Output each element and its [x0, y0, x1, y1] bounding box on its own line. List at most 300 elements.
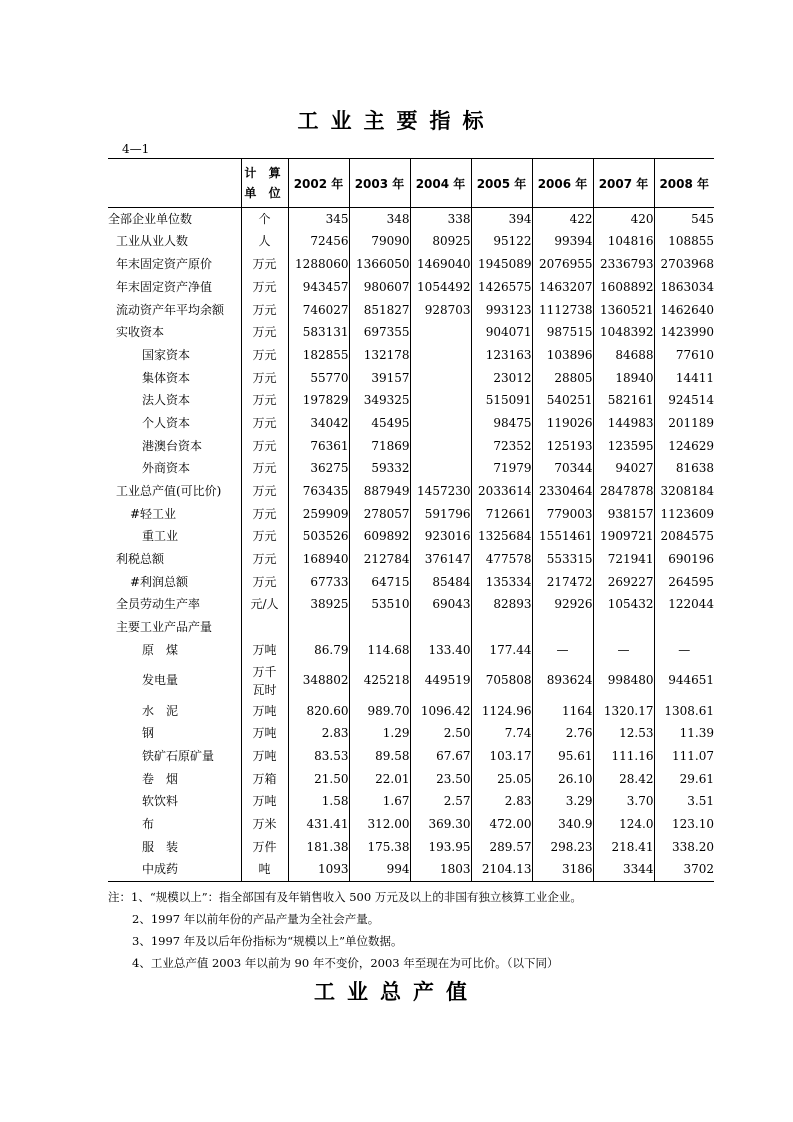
table-row [108, 616, 714, 639]
footnote: 3、1997 年及以后年份指标为“规模以上”单位数据。 [132, 934, 403, 948]
value-cell: 989.70 [349, 700, 410, 723]
value-cell: 1863034 [654, 276, 714, 299]
value-cell: 124.0 [593, 813, 654, 836]
value-cell: 1366050 [349, 253, 410, 276]
table-row [108, 791, 714, 814]
footnote: 注：1、“规模以上”：指全部国有及年销售收入 500 万元及以上的非国有独立核算工业企业。 [108, 890, 582, 904]
value-cell: 81638 [654, 458, 714, 481]
row-label: 港澳台资本 [142, 438, 203, 453]
value-cell: 721941 [593, 548, 654, 571]
table-row [108, 768, 714, 791]
value-cell: 1.67 [349, 791, 410, 814]
row-unit: 万元 [241, 344, 288, 367]
value-cell: 1909721 [593, 526, 654, 549]
value-cell: 2.50 [410, 722, 471, 745]
value-cell: 135334 [471, 571, 532, 594]
row-unit: 万千瓦时 [241, 662, 288, 700]
value-cell: 449519 [410, 662, 471, 700]
row-label: 重工业 [142, 529, 179, 544]
value-cell: 182855 [302, 347, 349, 362]
row-unit: 万吨 [241, 745, 288, 768]
row-label: 法人资本 [142, 393, 191, 408]
table-row [108, 571, 714, 594]
value-cell: 993123 [471, 299, 532, 322]
value-cell: 3.70 [593, 791, 654, 814]
value-cell: 289.57 [471, 836, 532, 859]
year-header: 2005 年 [471, 159, 532, 208]
row-label: #轻工业 [130, 506, 177, 521]
value-cell [288, 616, 349, 639]
value-cell: 394 [471, 208, 532, 231]
row-label: 铁矿石原矿量 [142, 748, 215, 763]
value-cell: 553315 [532, 548, 593, 571]
value-cell: 25.05 [471, 768, 532, 791]
row-unit [241, 616, 288, 639]
value-cell: 111.07 [654, 745, 714, 768]
value-cell: 217472 [532, 571, 593, 594]
value-cell: 1.58 [321, 794, 349, 809]
value-cell: 1124.96 [471, 700, 532, 723]
row-unit: 万件 [241, 836, 288, 859]
value-cell: 26.10 [532, 768, 593, 791]
value-cell: 53510 [349, 594, 410, 617]
value-cell: 3702 [654, 859, 714, 882]
value-cell: 11.39 [654, 722, 714, 745]
year-header: 2008 年 [654, 159, 714, 208]
value-cell: 86.79 [314, 642, 349, 657]
value-cell: 201189 [654, 412, 714, 435]
row-unit: 万元 [241, 276, 288, 299]
value-cell: 2084575 [654, 526, 714, 549]
value-cell: 690196 [654, 548, 714, 571]
table-row [108, 639, 714, 662]
value-cell: 1048392 [593, 321, 654, 344]
unit-header-line2: 单 位 [244, 186, 285, 200]
value-cell: 2330464 [532, 480, 593, 503]
value-cell: 36275 [310, 461, 349, 476]
table-row [108, 276, 714, 299]
table-row [108, 231, 714, 254]
value-cell: 472.00 [471, 813, 532, 836]
value-cell: 108855 [654, 231, 714, 254]
value-cell: 1.29 [349, 722, 410, 745]
value-cell: 1360521 [593, 299, 654, 322]
row-label: 钢 [142, 726, 155, 741]
table-row [108, 836, 714, 859]
value-cell: 212784 [349, 548, 410, 571]
value-cell: 71869 [349, 435, 410, 458]
value-cell: 34042 [310, 415, 349, 430]
year-header: 2004 年 [410, 159, 471, 208]
value-cell: 1054492 [410, 276, 471, 299]
value-cell: 22.01 [349, 768, 410, 791]
row-unit: 万元 [241, 480, 288, 503]
value-cell: 123.10 [654, 813, 714, 836]
value-cell [410, 344, 471, 367]
value-cell: 582161 [593, 390, 654, 413]
footnote: 4、工业总产值 2003 年以前为 90 年不变价，2003 年至现在为可比价。（以下同） [132, 956, 559, 970]
value-cell: 820.60 [306, 703, 349, 718]
value-cell: 1945089 [471, 253, 532, 276]
value-cell: 348 [349, 208, 410, 231]
row-unit: 万元 [241, 299, 288, 322]
value-cell: 987515 [532, 321, 593, 344]
row-label: #利润总额 [130, 574, 189, 589]
value-cell: 994 [349, 859, 410, 882]
value-cell: 98475 [471, 412, 532, 435]
value-cell: 269227 [593, 571, 654, 594]
value-cell: 264595 [654, 571, 714, 594]
value-cell: 122044 [654, 594, 714, 617]
value-cell: 345 [325, 211, 349, 226]
value-cell [410, 616, 471, 639]
row-unit: 万元 [241, 458, 288, 481]
row-unit: 万元 [241, 571, 288, 594]
value-cell: 1093 [288, 859, 349, 882]
value-cell: 348802 [302, 673, 349, 688]
value-cell: 369.30 [410, 813, 471, 836]
table-row [108, 813, 714, 836]
value-cell: 298.23 [532, 836, 593, 859]
table-row [108, 412, 714, 435]
value-cell: 697355 [349, 321, 410, 344]
value-cell: 144983 [593, 412, 654, 435]
row-unit: 万元 [241, 503, 288, 526]
value-cell: 904071 [471, 321, 532, 344]
row-unit: 元/人 [241, 594, 288, 617]
value-cell: 2076955 [532, 253, 593, 276]
row-unit: 万元 [241, 435, 288, 458]
value-cell: 177.44 [471, 639, 532, 662]
table-row [108, 344, 714, 367]
value-cell: 23012 [471, 367, 532, 390]
value-cell: 1463207 [532, 276, 593, 299]
table-row [108, 321, 714, 344]
value-cell: 1112738 [532, 299, 593, 322]
value-cell [471, 616, 532, 639]
value-cell: 125193 [532, 435, 593, 458]
value-cell: 2.83 [471, 791, 532, 814]
value-cell: 338 [410, 208, 471, 231]
value-cell: 1308.61 [654, 700, 714, 723]
value-cell: 123163 [471, 344, 532, 367]
row-unit: 万吨 [241, 639, 288, 662]
value-cell: 1608892 [593, 276, 654, 299]
row-unit: 万元 [241, 526, 288, 549]
value-cell: 2.83 [321, 726, 349, 741]
table-row [108, 458, 714, 481]
footnotes [108, 886, 582, 974]
value-cell: 114.68 [349, 639, 410, 662]
value-cell: — [654, 639, 714, 662]
value-cell: 21.50 [314, 771, 349, 786]
value-cell: — [593, 639, 654, 662]
value-cell: 59332 [349, 458, 410, 481]
value-cell: 515091 [471, 390, 532, 413]
value-cell: 14411 [654, 367, 714, 390]
value-cell: 1423990 [654, 321, 714, 344]
table-row [108, 700, 714, 723]
value-cell: 1469040 [410, 253, 471, 276]
value-cell: 1457230 [410, 480, 471, 503]
value-cell [410, 435, 471, 458]
row-label: 全员劳动生产率 [116, 597, 201, 612]
value-cell: 1320.17 [593, 700, 654, 723]
value-cell: 779003 [532, 503, 593, 526]
value-cell: 2336793 [593, 253, 654, 276]
value-cell: 67733 [310, 574, 349, 589]
value-cell: 1803 [410, 859, 471, 882]
row-label: 流动资产年平均余额 [116, 302, 225, 317]
value-cell: 103.17 [471, 745, 532, 768]
value-cell: 1096.42 [410, 700, 471, 723]
year-header: 2007 年 [593, 159, 654, 208]
table-row [108, 390, 714, 413]
value-cell: 340.9 [532, 813, 593, 836]
value-cell: 82893 [471, 594, 532, 617]
value-cell [410, 390, 471, 413]
value-cell [349, 616, 410, 639]
value-cell: 980607 [349, 276, 410, 299]
row-label: 中成药 [108, 859, 241, 882]
value-cell: 95122 [471, 231, 532, 254]
value-cell: 924514 [654, 390, 714, 413]
value-cell [410, 367, 471, 390]
value-cell: 45495 [349, 412, 410, 435]
value-cell: 312.00 [349, 813, 410, 836]
row-label: 利税总额 [116, 552, 165, 567]
row-label: 原 煤 [142, 642, 179, 657]
row-unit: 万元 [241, 321, 288, 344]
year-header: 2003 年 [349, 159, 410, 208]
value-cell: 89.58 [349, 745, 410, 768]
value-cell [410, 412, 471, 435]
value-cell: 70344 [532, 458, 593, 481]
value-cell: 133.40 [410, 639, 471, 662]
value-cell: 609892 [349, 526, 410, 549]
value-cell: 422 [532, 208, 593, 231]
table-row [108, 367, 714, 390]
value-cell: 338.20 [654, 836, 714, 859]
value-cell: 998480 [593, 662, 654, 700]
value-cell: 69043 [410, 594, 471, 617]
value-cell: 420 [593, 208, 654, 231]
value-cell: 95.61 [532, 745, 593, 768]
value-cell: 55770 [310, 370, 349, 385]
value-cell [532, 616, 593, 639]
row-label: 工业从业人数 [116, 234, 189, 249]
value-cell [410, 321, 471, 344]
row-label: 水 泥 [142, 703, 179, 718]
value-cell [410, 458, 471, 481]
value-cell: 168940 [302, 552, 349, 567]
row-unit: 万元 [241, 367, 288, 390]
value-cell: 64715 [349, 571, 410, 594]
value-cell: 2703968 [654, 253, 714, 276]
value-cell: 18940 [593, 367, 654, 390]
row-label: 主要工业产品产量 [116, 620, 213, 635]
value-cell: 1164 [532, 700, 593, 723]
value-cell: 1123609 [654, 503, 714, 526]
row-label: 年末固定资产净值 [116, 279, 213, 294]
value-cell: 431.41 [306, 816, 349, 831]
value-cell: 77610 [654, 344, 714, 367]
table-row [108, 548, 714, 571]
value-cell: 763435 [302, 484, 349, 498]
table-row [108, 503, 714, 526]
value-cell: 540251 [532, 390, 593, 413]
page-title: 工业主要指标 [297, 109, 496, 133]
table-row [108, 594, 714, 617]
value-cell: 923016 [410, 526, 471, 549]
value-cell: 92926 [532, 594, 593, 617]
row-label: 实收资本 [116, 325, 165, 340]
row-label: 布 [142, 816, 155, 831]
next-section-title: 工业总产值 [314, 980, 479, 1004]
table-row [108, 435, 714, 458]
value-cell: 3344 [593, 859, 654, 882]
value-cell: 851827 [349, 299, 410, 322]
value-cell: 28805 [532, 367, 593, 390]
unit-header [241, 159, 288, 208]
value-cell: 1288060 [295, 257, 349, 272]
value-cell: 349325 [349, 390, 410, 413]
value-cell: 76361 [310, 438, 349, 453]
row-unit: 万元 [241, 548, 288, 571]
footnote: 2、1997 年以前年份的产品产量为全社会产量。 [132, 912, 380, 926]
row-unit: 万吨 [241, 700, 288, 723]
value-cell: 28.42 [593, 768, 654, 791]
value-cell: 2104.13 [471, 859, 532, 882]
value-cell: — [532, 639, 593, 662]
value-cell: 1462640 [654, 299, 714, 322]
row-unit: 吨 [241, 859, 288, 882]
value-cell: 175.38 [349, 836, 410, 859]
row-label: 个人资本 [142, 415, 191, 430]
value-cell: 477578 [471, 548, 532, 571]
row-label: 全部企业单位数 [108, 211, 193, 226]
value-cell: 124629 [654, 435, 714, 458]
value-cell: 84688 [593, 344, 654, 367]
value-cell: 71979 [471, 458, 532, 481]
table-row [108, 208, 714, 231]
row-label: 国家资本 [142, 347, 191, 362]
table-row [108, 722, 714, 745]
value-cell: 1551461 [532, 526, 593, 549]
value-cell: 938157 [593, 503, 654, 526]
value-cell [593, 616, 654, 639]
value-cell: 7.74 [471, 722, 532, 745]
table-number: 4—1 [122, 142, 150, 156]
value-cell: 943457 [302, 279, 349, 294]
value-cell: 2.57 [410, 791, 471, 814]
value-cell: 103896 [532, 344, 593, 367]
row-label: 服 装 [142, 839, 179, 854]
row-label: 工业总产值(可比价) [116, 484, 222, 498]
table-row [108, 480, 714, 503]
row-label: 卷 烟 [142, 771, 179, 786]
table-row [108, 662, 714, 700]
table-row [108, 859, 714, 882]
label-header [108, 159, 241, 208]
value-cell: 85484 [410, 571, 471, 594]
value-cell: 1426575 [471, 276, 532, 299]
table-row [108, 299, 714, 322]
value-cell: 38925 [310, 597, 349, 612]
value-cell: 94027 [593, 458, 654, 481]
value-cell: 39157 [349, 367, 410, 390]
value-cell: 944651 [654, 662, 714, 700]
table-row [108, 526, 714, 549]
row-unit: 万元 [241, 412, 288, 435]
value-cell: 3186 [532, 859, 593, 882]
row-unit: 万吨 [241, 791, 288, 814]
value-cell: 72456 [310, 234, 349, 249]
value-cell: 3.51 [654, 791, 714, 814]
value-cell: 193.95 [410, 836, 471, 859]
value-cell: 132178 [349, 344, 410, 367]
row-label: 软饮料 [142, 794, 179, 809]
value-cell: 105432 [593, 594, 654, 617]
value-cell: 2033614 [471, 480, 532, 503]
value-cell: 545 [654, 208, 714, 231]
value-cell: 67.67 [410, 745, 471, 768]
indicators-table [108, 158, 714, 882]
row-unit: 万吨 [241, 722, 288, 745]
value-cell [654, 616, 714, 639]
year-header: 2002 年 [288, 159, 349, 208]
value-cell: 218.41 [593, 836, 654, 859]
value-cell: 259909 [302, 506, 349, 521]
row-unit: 万元 [241, 253, 288, 276]
value-cell: 3.29 [532, 791, 593, 814]
table-row [108, 745, 714, 768]
value-cell: 123595 [593, 435, 654, 458]
value-cell: 23.50 [410, 768, 471, 791]
value-cell: 887949 [349, 480, 410, 503]
row-unit: 万箱 [241, 768, 288, 791]
row-label: 集体资本 [142, 370, 191, 385]
value-cell: 928703 [410, 299, 471, 322]
value-cell: 503526 [302, 529, 349, 544]
value-cell: 181.38 [306, 839, 349, 854]
unit-header-line1: 计 算 [244, 166, 285, 180]
row-label: 外商资本 [142, 461, 191, 476]
value-cell: 119026 [532, 412, 593, 435]
row-label: 发电量 [142, 673, 179, 688]
value-cell: 29.61 [654, 768, 714, 791]
value-cell: 712661 [471, 503, 532, 526]
value-cell: 80925 [410, 231, 471, 254]
value-cell: 12.53 [593, 722, 654, 745]
value-cell: 197829 [302, 393, 349, 408]
value-cell: 278057 [349, 503, 410, 526]
value-cell: 746027 [302, 302, 349, 317]
value-cell: 705808 [471, 662, 532, 700]
value-cell: 83.53 [314, 748, 349, 763]
value-cell: 583131 [302, 325, 349, 340]
value-cell: 3208184 [654, 480, 714, 503]
row-label: 年末固定资产原价 [116, 257, 213, 272]
header-row [108, 159, 714, 208]
value-cell: 104816 [593, 231, 654, 254]
table-row [108, 253, 714, 276]
value-cell: 1325684 [471, 526, 532, 549]
value-cell: 2.76 [532, 722, 593, 745]
value-cell: 376147 [410, 548, 471, 571]
value-cell: 893624 [532, 662, 593, 700]
value-cell: 591796 [410, 503, 471, 526]
